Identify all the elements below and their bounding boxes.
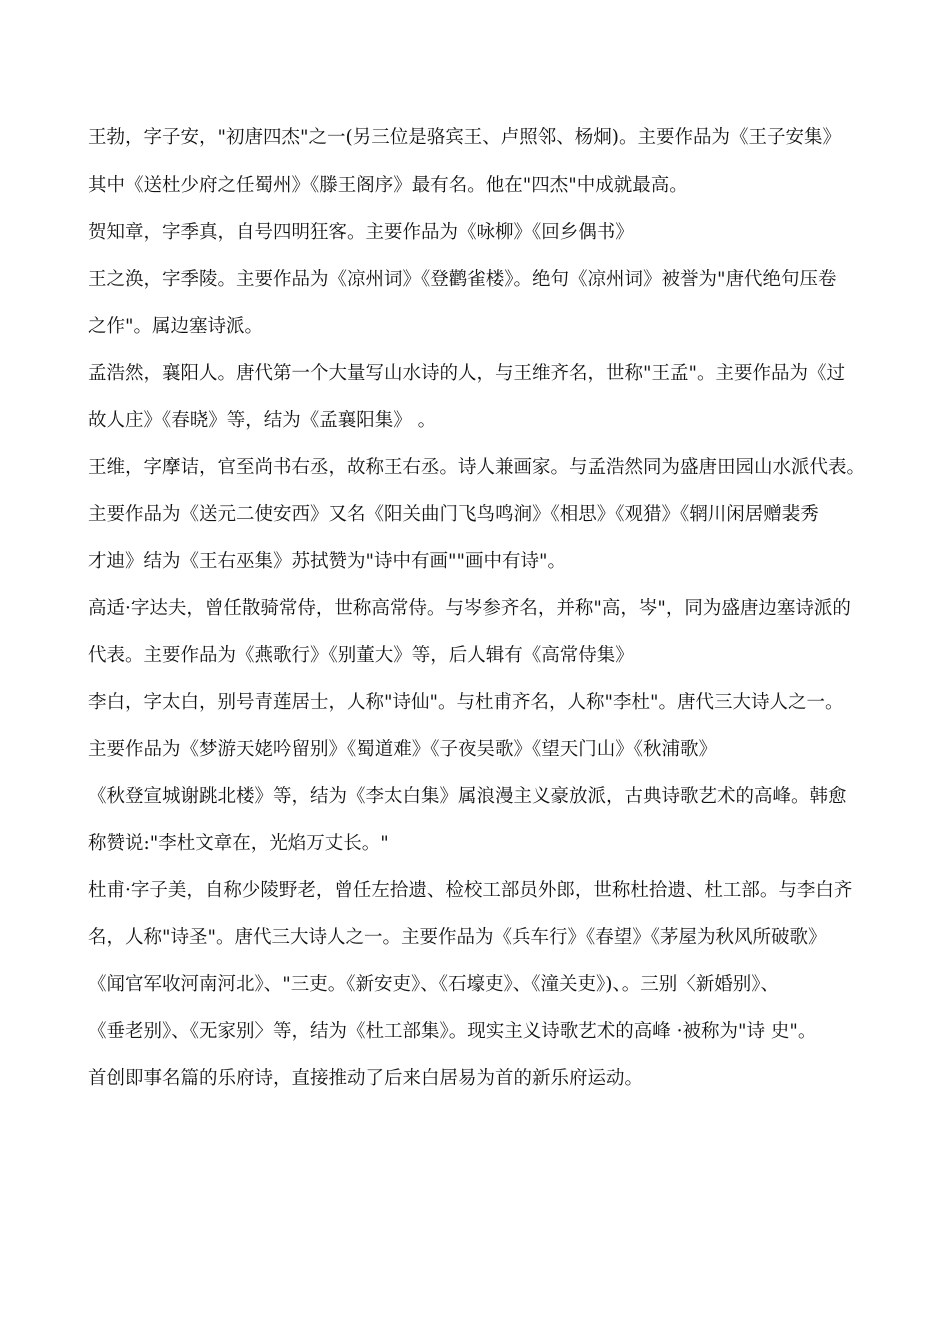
text-line: 首创即事名篇的乐府诗，直接推动了后来白居易为首的新乐府运动。 [88,1068,644,1089]
text-line: 高适·字达夫，曾任散骑常侍，世称高常侍。与岑参齐名，并称"高，岑"，同为盛唐边塞诗派的 [88,598,851,619]
text-line: 名，人称"诗圣"。唐代三大诗人之一。主要作品为《兵车行》《春望》《茅屋为秋风所破歌》 [88,927,827,948]
text-line: 王之涣，字季陵。主要作品为《凉州词》《登鹳雀楼》。绝句《凉州词》被誉为"唐代绝句压卷 [88,269,837,290]
text-line: 《闻官军收河南河北》、"三吏。《新安吏》、《石壕吏》、《潼关吏》)、。三别〈新婚别》、 [88,974,779,995]
text-line: 孟浩然，襄阳人。唐代第一个大量写山水诗的人，与王维齐名，世称"王孟"。主要作品为《过 [88,363,846,384]
text-line: 之作"。属边塞诗派。 [88,316,264,337]
text-line: 主要作品为《送元二使安西》又名《阳关曲门飞鸟鸣涧》《相思》《观猎》《辋川闲居赠裴秀 [88,504,819,525]
text-line: 称赞说:"李杜文章在，光焰万丈长。" [88,833,389,854]
text-line: 才迪》结为《王右巫集》苏拭赞为"诗中有画""画中有诗"。 [88,551,567,572]
text-line: 代表。主要作品为《燕歌行》《别董大》等，后人辑有《高常侍集》 [88,645,634,666]
text-line: 王维，字摩诘，官至尚书右丞，故称王右丞。诗人兼画家。与孟浩然同为盛唐田园山水派代表。 [88,457,866,478]
text-line: 王勃，字子安，"初唐四杰"之一(另三位是骆宾王、卢照邻、杨炯)。主要作品为《王子安集》 [88,127,841,148]
text-line: 杜甫·字子美，自称少陵野老，曾任左拾遗、检校工部员外郎，世称杜拾遗、杜工部。与李白齐 [88,880,853,901]
text-line: 主要作品为《梦游天姥吟留别》《蜀道难》《子夜吴歌》《望天门山》《秋浦歌》 [88,739,718,760]
text-line: 贺知章，字季真，自号四明狂客。主要作品为《咏柳》《回乡偶书》 [88,222,634,243]
text-line: 李白，字太白，别号青莲居士，人称"诗仙"。与杜甫齐名，人称"李杜"。唐代三大诗人之一。 [88,692,844,713]
text-line: 故人庄》《春晓》等，结为《孟襄阳集》 。 [88,410,437,431]
text-line: 《秋登宣城谢跳北楼》等，结为《李太白集》属浪漫主义豪放派，古典诗歌艺术的高峰。韩愈 [88,786,847,807]
text-line: 其中《送杜少府之任蜀州》《滕王阁序》最有名。他在"四杰"中成就最高。 [88,175,688,196]
text-line: 《垂老别》、《无家别〉等，结为《杜工部集》。现实主义诗歌艺术的高峰 ·被称为"诗 史"。 [88,1021,817,1042]
